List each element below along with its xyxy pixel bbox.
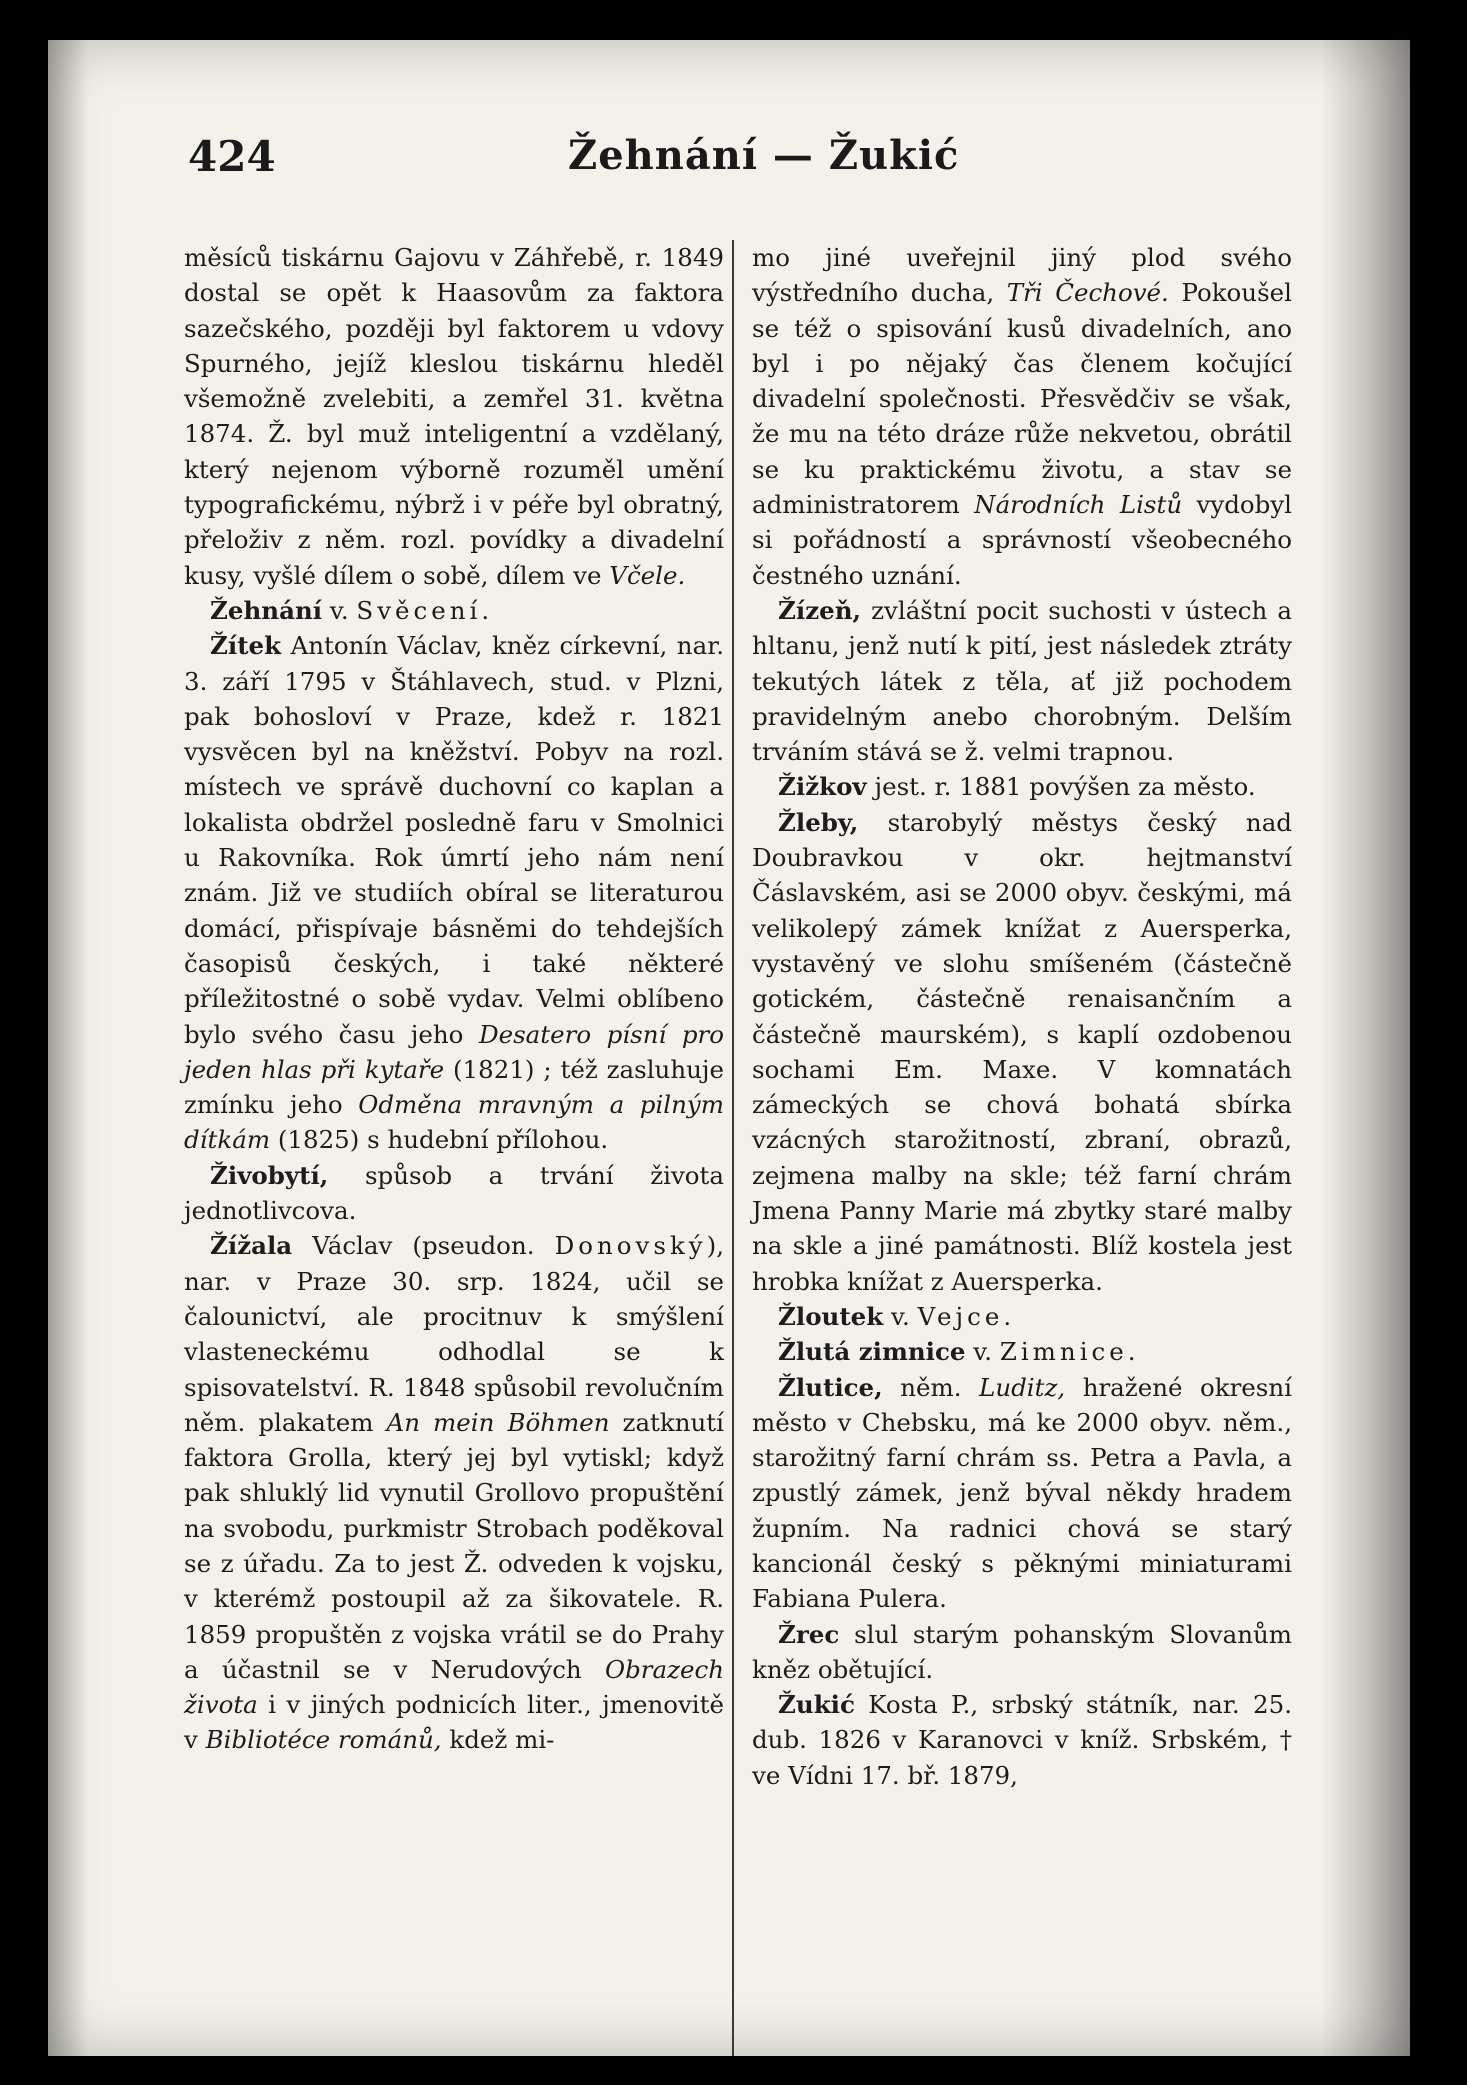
headword: Žízeň, [778,595,862,625]
cross-reference: Zimnice. [999,1337,1140,1367]
page-edge-shadow-left [48,40,88,2056]
right-column [752,240,1292,1793]
running-title: Žehnání — Žukić [568,132,960,179]
headword: Žrec [778,1619,840,1649]
book-page [48,40,1410,2056]
headword: Žlutá zimnice [778,1337,966,1367]
cross-reference: Vejce. [917,1301,1016,1331]
entry-zlutice: Žlutice, něm. Luditz, hražené okresní město v Chebsku, má ke 2000 obyv. něm., starožitný farní chrám ss. Petra a Pavla, a zpustlý zámek, jenž býval někdy hradem župním. Na radnici chová se starý kancionál český s pěknými miniaturami Fabiana Pulera. [752,1372,1292,1614]
headword: Živobytí, [210,1160,329,1190]
entry-zrec: Žrec slul starým pohanským Slovanům kněz obětující. [752,1619,1292,1684]
column-divider [732,240,734,2056]
entry-zloutek: Žloutek v. Vejce. [778,1301,1016,1331]
headword: Žehnání [210,595,323,625]
headword: Žížala [210,1231,293,1261]
headword: Žítek [210,631,282,661]
entry-zizala: Žížala Václav (pseudon. Donovský), nar. v Praze 30. srp. 1824, učil se čalounictví, ale procitnuv k smýšlení vlasteneckému odhodlal se k spisovatelství. R. 1848 spůsobil revolučním něm. plakatem An mein Böhmen zatknutí faktora Grolla, který jej byl vytiskl; když pak shluklý lid vynutil Grollovo propuštění na svobodu, purkmistr Strobach poděkoval se z úřadu. Za to jest Ž. odveden k vojsku, v kterémž postoupil až za šikovatele. R. 1859 propuštěn z vojska vrátil se do Prahy a účastnil se v Nerudových Obrazech života i v jiných podnicích liter., jmenovitě v Bibliotéce románů, kdež mi- [184,1231,724,1755]
entry-zitek: Žítek Antonín Václav, kněz církevní, nar. 3. září 1795 v Štáhlavech, stud. v Plzni, pak bohosloví v Praze, kdež r. 1821 vysvěcen byl na kněžství. Pobyv na rozl. místech ve správě duchovní co kaplan a lokalista obdržel posledně faru v Smolnici u Rakovníka. Rok úmrtí jeho nám není znám. Již ve studiích obíral se literaturou domácí, přispívaje básněmi do tehdejších časopisů českých, i také některé příležitostné o sobě vydav. Velmi oblíbeno bylo svého času jeho Desatero písní pro jeden hlas při kytaře (1821) ; též zasluhuje zmínku jeho Odměna mravným a pilným dítkám (1825) s hudební přílohou. [184,631,724,1155]
headword: Žukić [778,1690,855,1720]
entry-zukic: Žukić Kosta P., srbský státník, nar. 25. dub. 1826 v Karanovci v kníž. Srbském, † ve Vídni 17. bř. 1879, [752,1690,1292,1790]
continued-entry: měsíců tiskárnu Gajovu v Záhřebě, r. 1849 dostal se opět k Haasovům za faktora sazečského, později byl faktorem u vdovy Spurného, jejíž kleslou tiskárnu hleděl všemožně zvelebiti, a zemřel 31. května 1874. Ž. byl muž inteligentní a vzdělaný, který nejenom výborně rozuměl umění typografickému, nýbrž i v péře byl obratný, přeloživ z něm. rozl. povídky a divadelní kusy, vyšlé dílem o sobě, dílem ve Včele. [184,243,724,590]
entry-zizkov: Žižkov jest. r. 1881 povýšen za město. [778,772,1256,802]
entry-zivobyti: Živobytí, spůsob a trvání života jednotlivcova. [184,1160,725,1226]
left-column [184,240,724,1758]
entry-zehnani: Žehnání v. Svěcení. [210,595,494,625]
headword: Žižkov [778,772,867,802]
entry-zleby: Žleby, starobylý městys český nad Doubravkou v okr. hejtmanství Čáslavském, asi se 2000 obyv. českými, má velikolepý zámek knížat z Auersperka, vystavěný ve slohu smíšeném (částečně gotickém, částečně renaisančním a částečně maurském), s kaplí ozdobenou sochami Em. Maxe. V komnatách zámeckých se chová bohatá sbírka vzácných starožitností, zbraní, obrazů, zejmena malby na skle; též farní chrám Jmena Panny Marie má zbytky staré malby na skle a jiné památnosti. Blíž kostela jest hrobka knížat z Auersperka. [752,807,1292,1296]
entry-zizen: Žízeň, zvláštní pocit suchosti v ústech a hltanu, jenž nutí k pití, jest následek ztráty tekutých látek z těla, ať již pochodem pravidelným anebo chorobným. Delším trváním stává se ž. velmi trapnou. [752,595,1292,767]
page-number: 424 [188,132,276,181]
headword: Žleby, [778,807,859,837]
cross-reference: Svěcení. [356,595,494,625]
entry-zluta-zimnice: Žlutá zimnice v. Zimnice. [778,1337,1140,1367]
continued-entry: mo jiné uveřejnil jiný plod svého výstředního ducha, Tři Čechové. Pokoušel se též o spisování kusů divadelních, ano byl i po nějaký čas členem kočující divadelní společnosti. Přesvědčiv se však, že mu na této dráze růže nekvetou, obrátil se ku praktickému životu, a stav se administratorem Národních Listů vydobyl si pořádností a správností všeobecného čestného uznání. [752,243,1292,590]
headword: Žloutek [778,1301,884,1331]
headword: Žlutice, [778,1372,883,1402]
page-header [48,132,1410,192]
page-edge-shadow-right [1320,40,1410,2056]
